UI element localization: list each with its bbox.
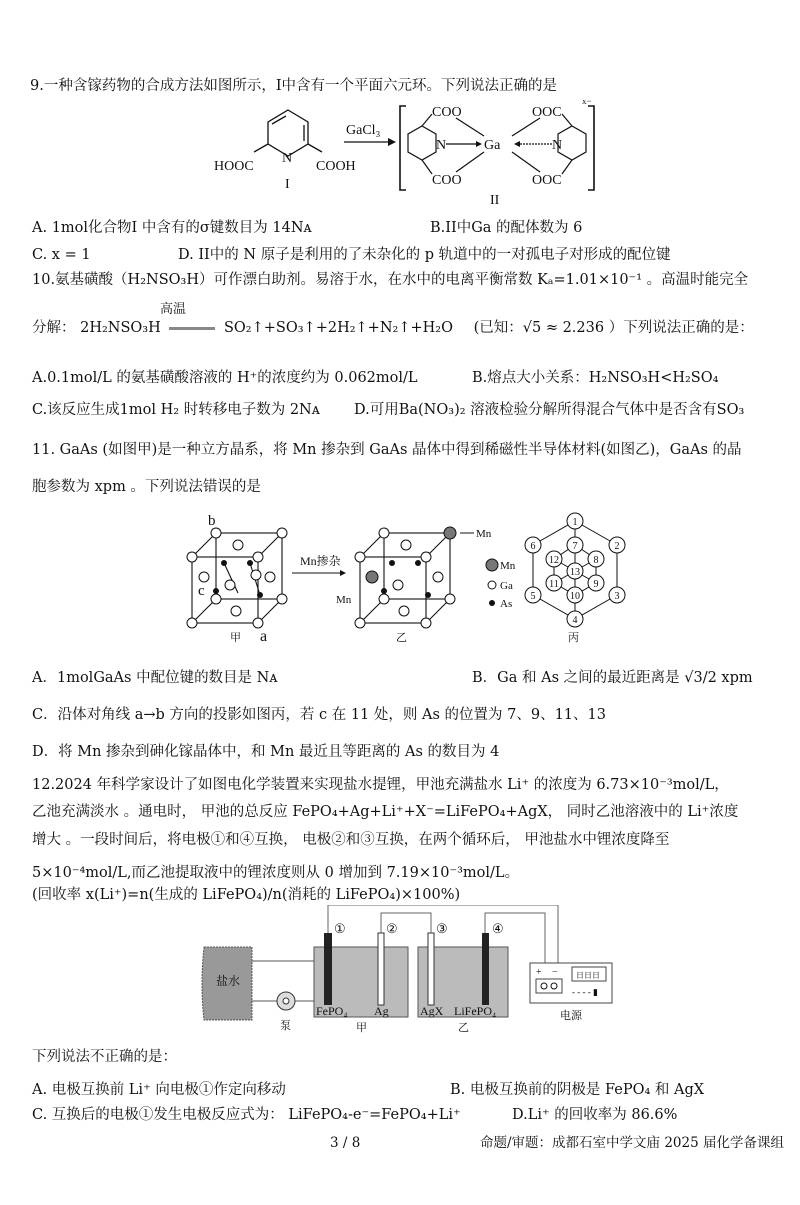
complex-n-left: N [436,138,447,153]
projection-node-number: 10 [570,591,580,602]
projection-node-number: 5 [530,591,536,602]
q10-equation [32,318,754,338]
label-bing: 丙 [568,632,579,644]
projection-node-number: 9 [593,579,599,590]
projection-node-number: 6 [530,541,536,552]
power-plus: + [536,967,542,978]
q12-device-figure [190,905,620,1040]
footer-credit: 命题/审题：成都石室中学文庙 2025 届化学备课组 [480,1135,784,1151]
complex-charge: x− [582,100,592,106]
electrode-2-number: ② [386,921,398,936]
projection-node-number: 2 [614,541,620,552]
q10-option-b: B.熔点大小关系：H₂NSO₃H<H₂SO₄ [472,370,719,386]
equation-prefix: 分解： [32,320,76,336]
coo-top-left: COO [432,105,462,120]
electrode-1-material: FePO₄ [316,1004,348,1018]
q12-question: 下列说法不正确的是： [32,1049,177,1065]
projection-node-number: 11 [549,579,559,590]
q12-stem-line2: 乙池充满淡水 。通电时， 甲池的总反应 FePO₄+Ag+Li⁺+X⁻=LiFePO₄+AgX， 同时乙池溶液中的 Li⁺浓度 [32,804,739,820]
electrode-2-material: Ag [374,1004,389,1018]
projection-node-number: 12 [549,555,559,566]
projection-node-number: 13 [570,567,580,578]
ooc-top-right: OOC [532,105,562,120]
complex-ii-label: II [490,193,500,208]
legend-mn: Mn [500,560,516,572]
q12-option-c: C. 互换后的电极①发生电极反应式为： LiFePO₄-e⁻=FePO₄+Li⁺ [32,1107,461,1123]
q10-known: (已知：√5 ≈ 2.236 ）下列说法正确的是： [473,320,754,336]
ooc-bottom-right: OOC [532,173,562,188]
q11-option-c: C．沿体对角线 a→b 方向的投影如图丙，若 c 在 11 处，则 As 的位置为 7、9、11、13 [32,707,606,723]
compound-i-structure [254,110,322,156]
q9-option-c: C. x = 1 [32,247,91,263]
label-b: b [208,513,216,529]
q9-stem: 9.一种含镓药物的合成方法如图所示，I中含有一个平面六元环。下列说法正确的是 [30,78,558,94]
q12-stem-line3: 增大 。一段时间后，将电极①和④互换， 电极②和③互换，在两个循环后， 甲池盐水中锂浓度降至 [32,832,670,848]
projection-node-number: 7 [572,541,578,552]
q12-option-b: B. 电极互换前的阴极是 FePO₄ 和 AgX [450,1082,705,1098]
cell-yi-label: 乙 [458,1022,469,1034]
q9-reaction-figure [200,100,600,210]
q11-option-b: B．Ga 和 As 之间的最近距离是 √3/2 xpm [472,670,753,686]
power-display: 日日日 [576,971,600,980]
q10-option-a: A.0.1mol/L 的氨基磺酸溶液的 H⁺的浓度约为 0.062mol/L [32,370,418,386]
gallium-center: Ga [484,138,501,153]
electrode-4 [482,933,489,1005]
power-minus: − [552,967,558,978]
q12-recovery-def: (回收率 x(Li⁺)=n(生成的 LiFePO₄)/n(消耗的 LiFePO₄)×100%) [32,887,461,903]
projection-node-number: 1 [572,517,578,528]
coo-bottom-left: COO [432,173,462,188]
compound-i-nitrogen: N [282,151,293,166]
q12-option-a: A. 电极互换前 Li⁺ 向电极①作定向移动 [32,1082,286,1098]
equation-products: SO₂↑+SO₃↑+2H₂↑+N₂↑+H₂O [223,320,453,336]
q12-option-d: D.Li⁺ 的回收率为 86.6% [512,1107,678,1123]
complex-n-right: N [552,138,563,153]
electrode-4-number: ④ [492,921,504,936]
page-number: 3 / 8 [330,1135,361,1151]
q10-option-c: C.该反应生成1mol H₂ 时转移电子数为 2Nᴀ [32,402,320,418]
projection-node-number: 8 [593,555,599,566]
label-a: a [260,628,268,645]
compound-i-right-group: COOH [316,159,356,174]
q11-stem-line2: 胞参数为 xpm 。下列说法错误的是 [32,479,261,495]
q12-stem-line4: 5×10⁻⁴mol/L,而乙池提取液中的锂浓度则从 0 增加到 7.19×10⁻³mol/L。 [32,865,520,881]
projection-node-number: 4 [572,615,578,626]
brine-label: 盐水 [216,974,241,988]
equals-bar [169,327,215,330]
q11-option-a: A．1molGaAs 中配位键的数目是 Nᴀ [32,670,278,686]
label-yi: 乙 [396,632,407,644]
doping-arrow-label: Mn掺杂 [300,554,341,568]
equation-reactant: 2H₂NSO₃H [80,320,161,336]
projection-node-number: 3 [614,591,620,602]
reagent-label: GaCl₃ [346,123,381,138]
label-jia: 甲 [230,632,241,644]
electrode-3-number: ③ [436,921,448,936]
cell-jia-label: 甲 [356,1022,367,1034]
mn-pointer-side: Mn [336,594,352,606]
electrode-1 [324,933,332,1005]
legend [486,559,516,610]
svg-text:- - - - ▮: - - - - ▮ [572,987,598,997]
compound-i-label: I [285,177,290,192]
electrode-1-number: ① [334,921,346,936]
electrode-2 [378,933,384,1005]
q9-option-a: A. 1mol化合物I 中含有的σ键数目为 14Nᴀ [32,220,312,236]
compound-i-left-group: HOOC [214,159,254,174]
q10-condition: 高温 [160,302,187,317]
q9-option-d: D. II中的 N 原子是利用的了未杂化的 p 轨道中的一对孤电子对形成的配位键 [178,247,671,263]
label-c: c [198,583,205,599]
power-label: 电源 [560,1010,582,1022]
q12-stem-line1: 12.2024 年科学家设计了如图电化学装置来实现盐水提锂，甲池充满盐水 Li⁺ 的浓度为 6.73×10⁻³mol/L， [32,777,729,793]
electrode-3 [428,933,434,1005]
q10-stem: 10.氨基磺酸（H₂NSO₃H）可作漂白助剂。易溶于水，在水中的电离平衡常数 Kₐ=1.01×10⁻¹ 。高温时能完全 [32,272,749,288]
q11-crystal-figure [180,505,660,650]
electrode-3-material: AgX [420,1004,444,1018]
pump-label: 泵 [280,1020,291,1032]
q10-option-d: D.可用Ba(NO₃)₂ 溶液检验分解所得混合气体中是否含有SO₃ [354,402,745,418]
q11-stem-line1: 11. GaAs (如图甲)是一种立方晶系，将 Mn 掺杂到 GaAs 晶体中得到稀磁性半导体材料(如图乙)，GaAs 的晶 [32,442,742,458]
legend-ga: Ga [500,580,513,592]
q11-option-d: D．将 Mn 掺杂到砷化镓晶体中，和 Mn 最近且等距离的 As 的数目为 4 [32,744,500,760]
electrode-4-material: LiFePO₄ [454,1004,497,1018]
q9-option-b: B.II中Ga 的配体数为 6 [430,220,583,236]
legend-as: As [500,598,513,610]
mn-pointer-top: Mn [476,528,492,540]
